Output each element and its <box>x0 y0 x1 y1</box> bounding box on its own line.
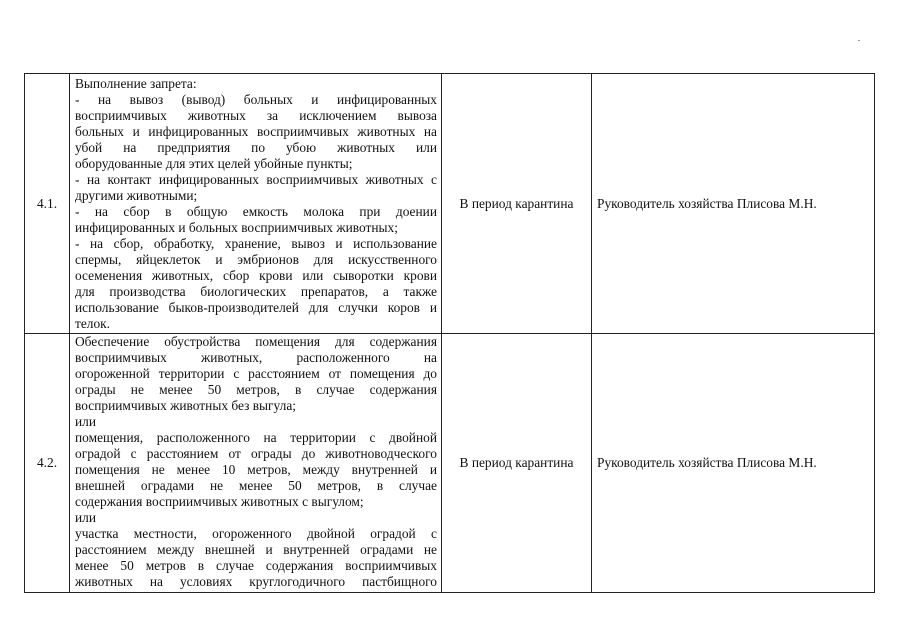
text-line: огороженной территории с расстоянием от помещения до <box>75 366 437 381</box>
text-line: - на вывоз (вывод) больных и инфицированных <box>75 92 437 107</box>
text-line: помещения, расположенного на территории с двойной <box>75 430 437 445</box>
text-line: телок. <box>75 316 111 331</box>
text-line: животных на условиях круглогодичного пастбищного <box>75 574 437 589</box>
row-number: 4.2. <box>25 334 70 593</box>
text-line: помещения не менее 10 метров, между внутренней и <box>75 462 437 477</box>
text-line: ограды не менее 50 метров, в случае содержания <box>75 382 437 397</box>
measure-description <box>70 74 442 334</box>
scan-mark <box>858 40 860 41</box>
text-line: инфицированных и больных восприимчивых животных; <box>75 220 398 235</box>
row-number: 4.1. <box>25 74 70 334</box>
text-line: содержания восприимчивых животных с выгулом; <box>75 494 364 509</box>
text-line: расстоянием между внешней и внутренней оградами не <box>75 542 437 557</box>
responsible-cell: Руководитель хозяйства Плисова М.Н. <box>592 74 875 334</box>
text-line: использование быков-производителей для случки коров и <box>75 300 437 315</box>
text-line: - на сбор, обработку, хранение, вывоз и использование <box>75 236 437 251</box>
text-line: оградой с расстоянием от ограды до животноводческого <box>75 446 437 461</box>
text-line: внешней оградами не менее 50 метров, в случае <box>75 478 437 493</box>
text-line: участка местности, огороженного двойной оградой с <box>75 526 437 541</box>
text-line: убой на предприятия по убою животных или <box>75 140 437 155</box>
table-row <box>25 74 875 334</box>
term-cell: В период карантина <box>442 74 592 334</box>
text-line: спермы, яйцеклеток и эмбрионов для искусственного <box>75 252 437 267</box>
measures-table <box>24 73 875 593</box>
text-line: другими животными; <box>75 188 198 203</box>
text-line: или <box>75 510 97 525</box>
table-row <box>25 334 875 593</box>
text-line: менее 50 метров в случае содержания восприимчивых <box>75 558 437 573</box>
text-line: осеменения животных, сбор крови или сыворотки крови <box>75 268 437 283</box>
text-line: - на сбор в общую емкость молока при доении <box>75 204 437 219</box>
text-line: Обеспечение обустройства помещения для содержания <box>75 334 437 349</box>
text-line: Выполнение запрета: <box>75 76 197 91</box>
text-line: или <box>75 414 97 429</box>
responsible-cell: Руководитель хозяйства Плисова М.Н. <box>592 334 875 593</box>
term-cell: В период карантина <box>442 334 592 593</box>
text-line: восприимчивых животных за исключением вывоза <box>75 108 437 123</box>
measure-description <box>70 334 442 593</box>
text-line: - на контакт инфицированных восприимчивых животных с <box>75 172 437 187</box>
text-line: для производства биологических препаратов, а также <box>75 284 437 299</box>
text-line: больных и инфицированных восприимчивых животных на <box>75 124 437 139</box>
text-line: восприимчивых животных без выгула; <box>75 398 297 413</box>
text-line: восприимчивых животных, расположенного на <box>75 350 437 365</box>
text-line: оборудованные для этих целей убойные пункты; <box>75 156 353 171</box>
